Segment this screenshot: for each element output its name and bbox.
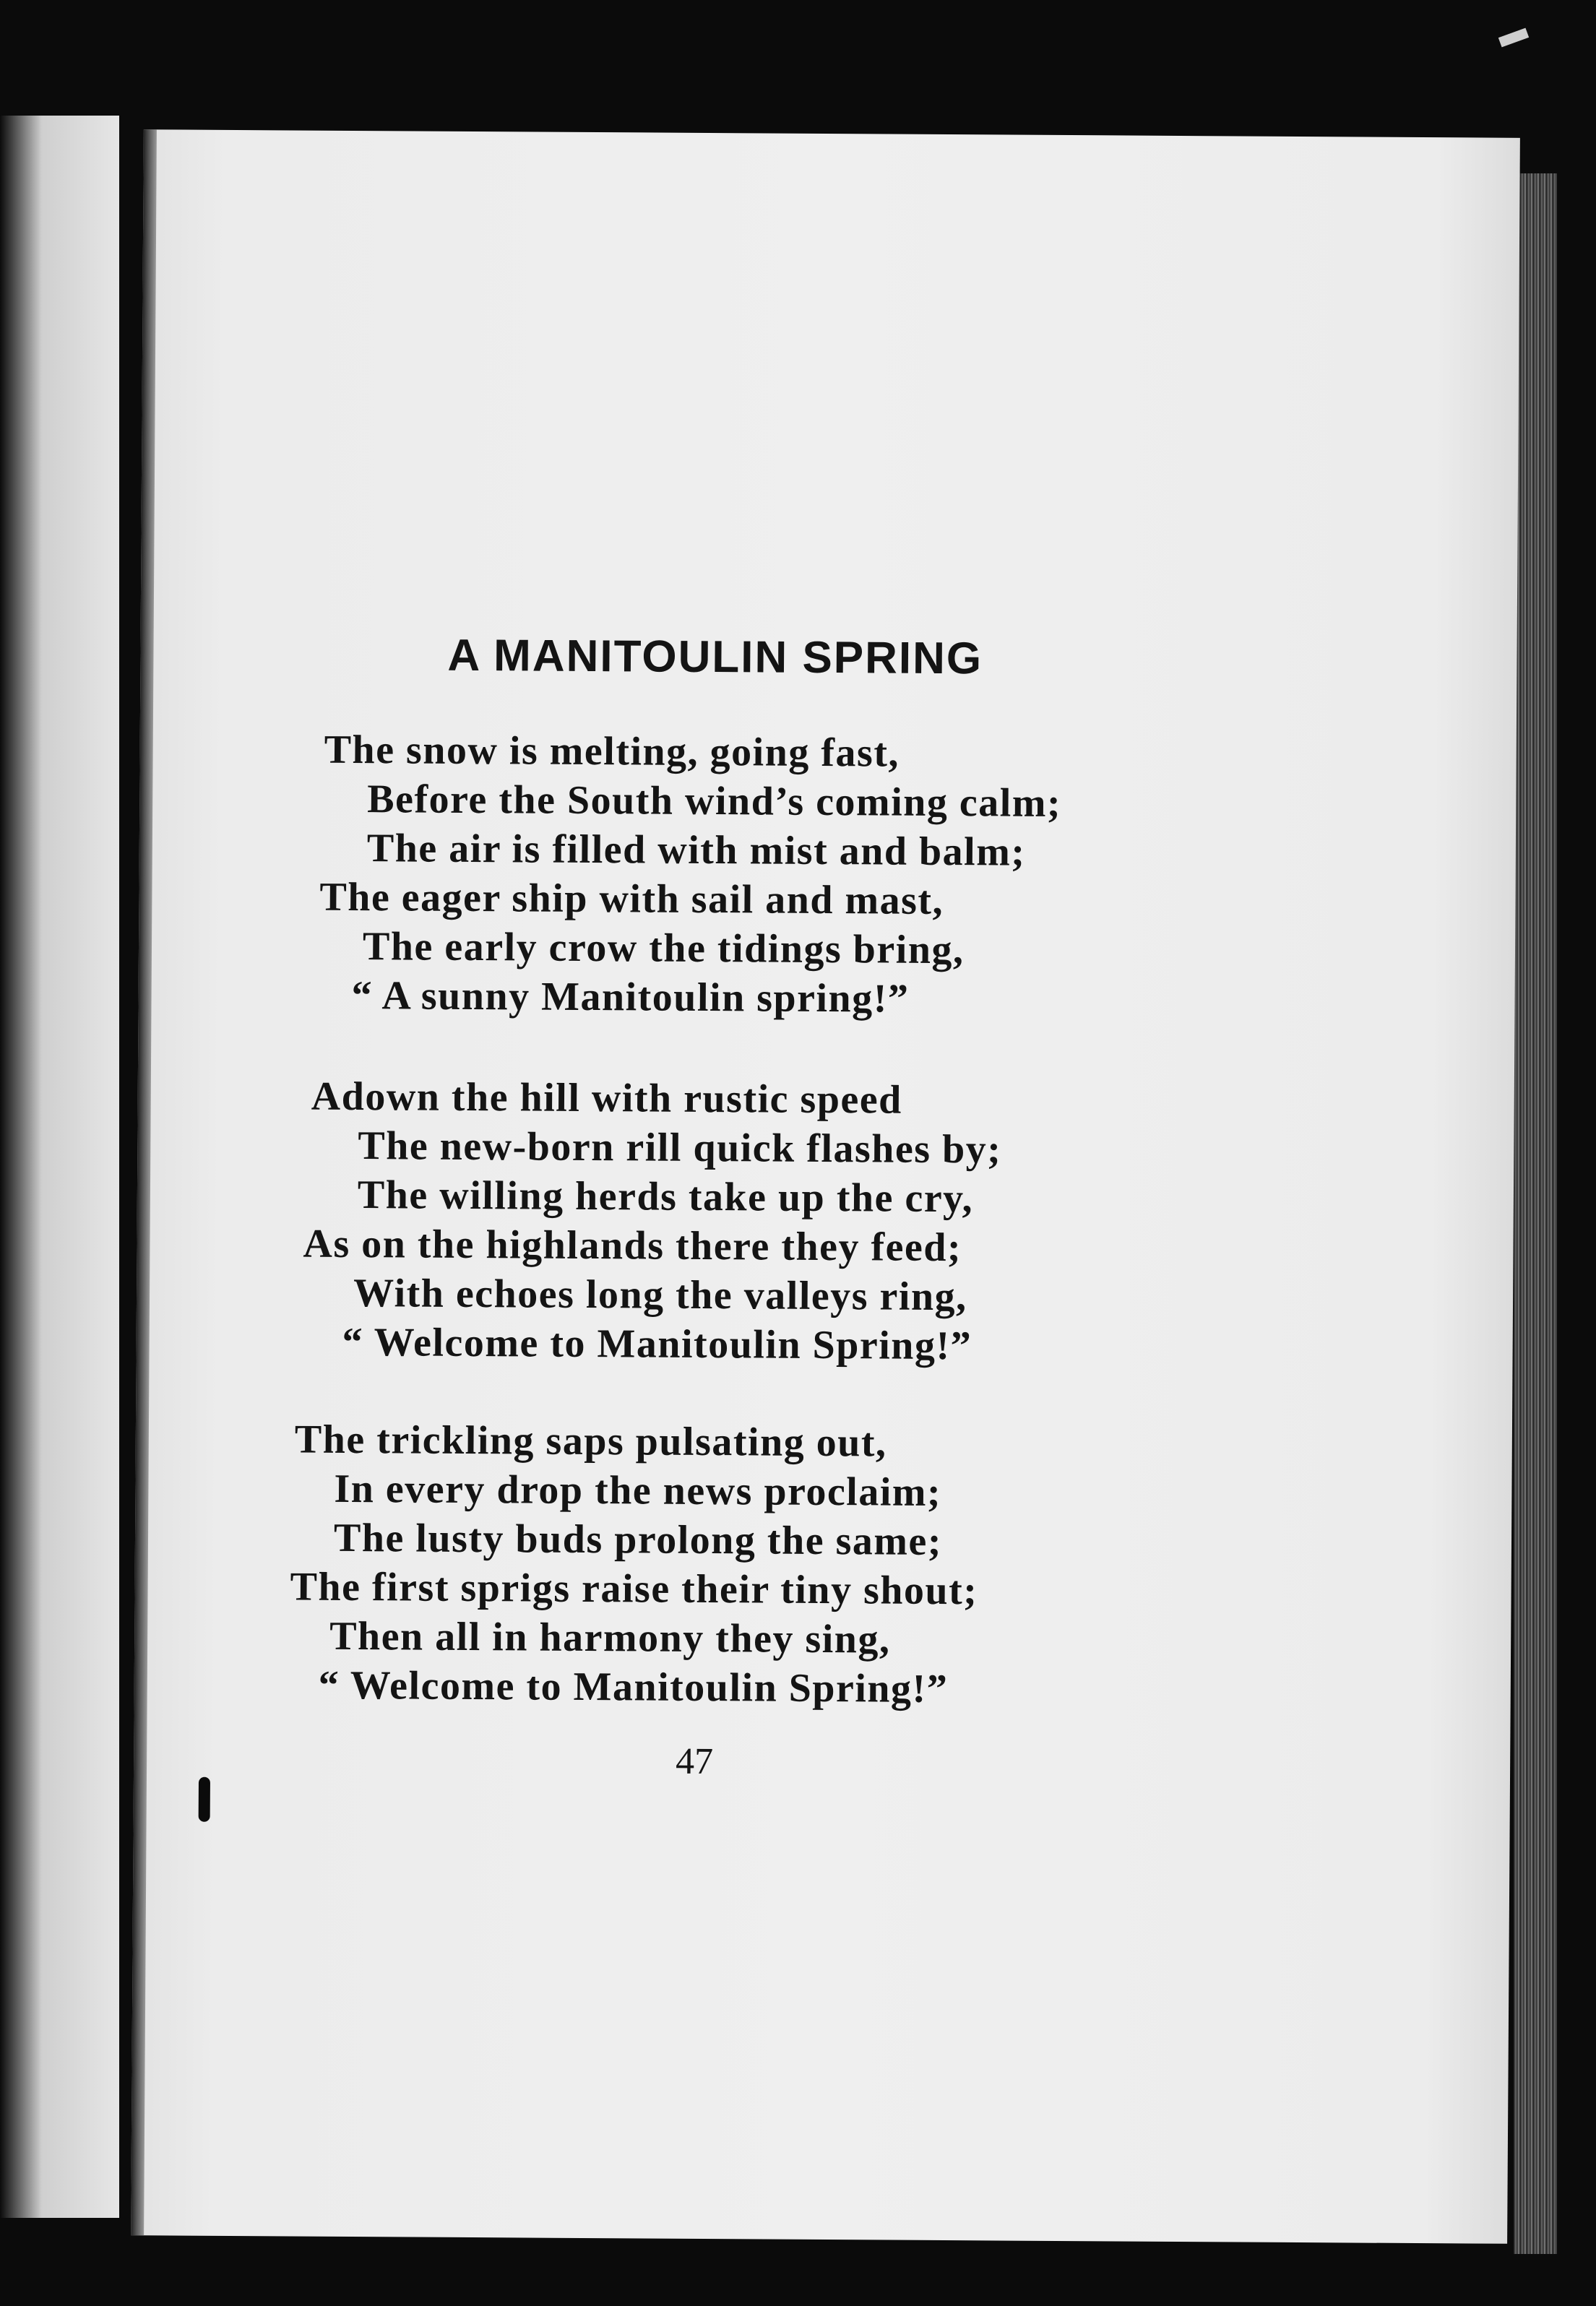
page-content — [131, 129, 1520, 2244]
poem-line: “ Welcome to Manitoulin Spring!” — [342, 1319, 972, 1369]
poem-line: “ A sunny Manitoulin spring!” — [351, 972, 910, 1022]
poem-line: The lusty buds prolong the same; — [333, 1515, 943, 1564]
poem-line: As on the highlands there they feed; — [303, 1221, 962, 1271]
poem-line: In every drop the news proclaim; — [334, 1466, 942, 1515]
poem-line: The eager ship with sail and mast, — [319, 874, 944, 923]
poem-line: The new-born rill quick flashes by; — [358, 1123, 1002, 1173]
poem-line: Then all in harmony they sing, — [329, 1613, 891, 1662]
poem-line: The air is filled with mist and balm; — [366, 826, 1026, 875]
poem-line: The early crow the tidings bring, — [362, 924, 965, 973]
book-page — [131, 129, 1520, 2244]
poem-line: Adown the hill with rustic speed — [311, 1074, 903, 1123]
poem-line: The first sprigs raise their tiny shout; — [290, 1564, 978, 1614]
poem-line: Before the South wind’s coming calm; — [367, 777, 1062, 826]
page-stack-edge — [1514, 173, 1557, 2254]
poem-line: The willing herds take up the cry, — [357, 1173, 974, 1222]
poem-line: The snow is melting, going fast, — [324, 727, 900, 776]
scan-artifact — [1498, 28, 1529, 48]
poem-line: “ Welcome to Manitoulin Spring!” — [318, 1662, 949, 1712]
poem-line: With echoes long the valleys ring, — [353, 1271, 967, 1320]
facing-page-edge — [0, 116, 119, 2218]
poem-line: The trickling saps pulsating out, — [294, 1417, 887, 1466]
page-number: 47 — [675, 1740, 714, 1783]
poem-title: A MANITOULIN SPRING — [447, 630, 983, 684]
